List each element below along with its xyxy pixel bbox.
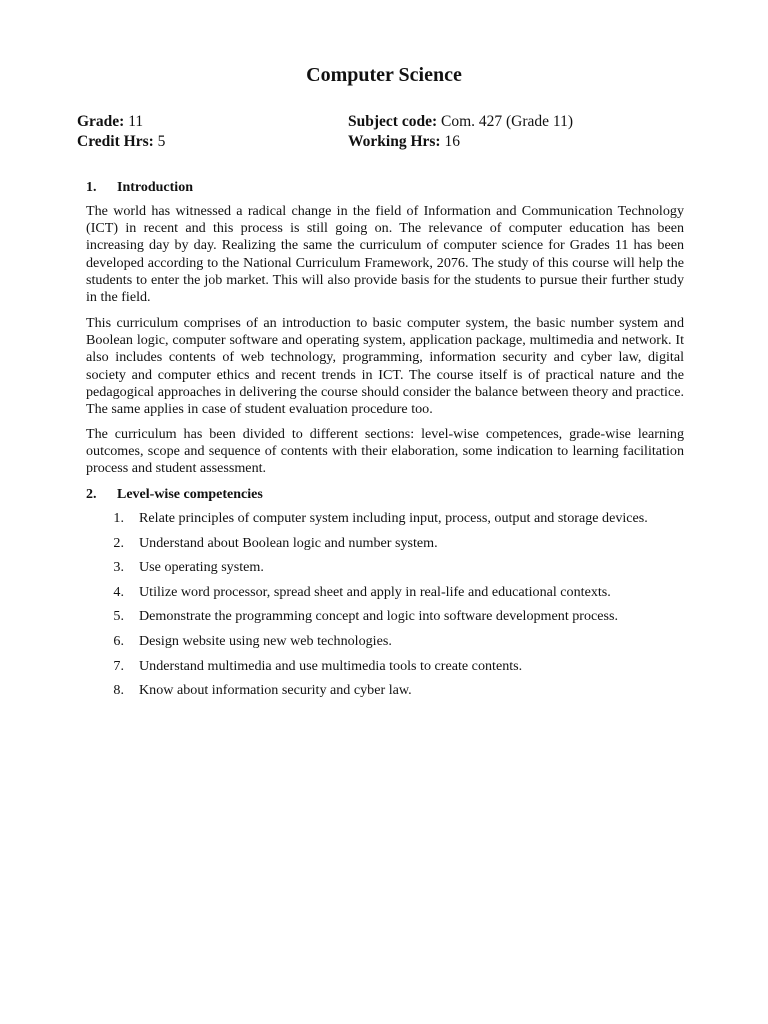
list-item [104, 583, 704, 608]
section-title: Introduction [117, 180, 193, 195]
grade-info [77, 112, 143, 132]
credit-hours-label: Credit Hrs: [77, 133, 154, 150]
section-heading-competencies [86, 486, 263, 504]
intro-paragraph: The curriculum has been divided to different sections: level-wise competences, grade-wise learning outcomes, scope and sequence of contents with their elaboration, some indication to learning facilitation process and student assessment. [86, 426, 684, 477]
list-item [104, 681, 704, 706]
working-hours-label: Working Hrs: [348, 133, 441, 150]
list-item-number: 5. [113, 608, 124, 625]
list-item [104, 632, 704, 657]
list-item-text: Relate principles of computer system including input, process, output and storage devices. [139, 510, 648, 526]
subject-code-info [348, 112, 573, 132]
list-item-text: Utilize word processor, spread sheet and apply in real-life and educational contexts. [139, 583, 611, 600]
list-item-text: Use operating system. [139, 559, 264, 576]
grade-label: Grade: [77, 113, 125, 130]
list-item [104, 534, 704, 559]
grade-value: 11 [128, 113, 144, 130]
section-number: 2. [86, 487, 97, 502]
section-title: Level-wise competencies [117, 487, 263, 502]
competencies-list [104, 509, 704, 706]
credit-hours-info [77, 132, 165, 152]
list-item-number: 1. [113, 510, 124, 526]
list-item-number: 8. [113, 682, 124, 699]
list-item-text: Design website using new web technologies. [139, 632, 392, 649]
list-item-number: 2. [113, 534, 124, 551]
list-item-number: 4. [113, 583, 124, 600]
list-item-text: Understand about Boolean logic and number system. [139, 534, 438, 551]
list-item-number: 3. [113, 559, 124, 576]
intro-paragraph: The world has witnessed a radical change in the field of Information and Communication Technology (ICT) in recent and this process is still going on. The relevance of computer education has been increasing day by day. Realizing the same the curriculum of computer science for Grades 11 has been developed according to the National Curriculum Framework, 2076. The study of this course will help the students to enter the job market. This will also provide basis for the students to pursue their further study in the field. [86, 203, 684, 306]
list-item-number: 6. [113, 632, 124, 649]
working-hours-value: 16 [444, 133, 460, 150]
section-number: 1. [86, 180, 97, 195]
list-item [104, 509, 704, 534]
subject-code-value: Com. 427 (Grade 11) [441, 113, 574, 130]
page-title: Computer Science [306, 64, 462, 86]
working-hours-info [348, 132, 460, 152]
subject-code-label: Subject code: [348, 113, 438, 130]
list-item-text: Know about information security and cyber law. [139, 682, 412, 699]
credit-hours-value: 5 [157, 133, 166, 150]
list-item-text: Understand multimedia and use multimedia tools to create contents. [139, 657, 523, 674]
list-item-number: 7. [113, 657, 124, 674]
list-item [104, 657, 704, 682]
intro-paragraph: This curriculum comprises of an introduction to basic computer system, the basic number system and Boolean logic, computer software and operating system, application package, multimedia and network. It also includes contents of web technology, programming, information security and cyber law, digital society and computer ethics and recent trends in ICT. The course itself is of practical nature and the pedagogical approaches in delivering the course should consider the balance between theory and practice. The same applies in case of student evaluation procedure too. [86, 315, 684, 418]
section-heading-introduction [86, 179, 193, 197]
list-item [104, 558, 704, 583]
list-item-text: Demonstrate the programming concept and logic into software development process. [139, 608, 619, 625]
list-item [104, 607, 704, 632]
